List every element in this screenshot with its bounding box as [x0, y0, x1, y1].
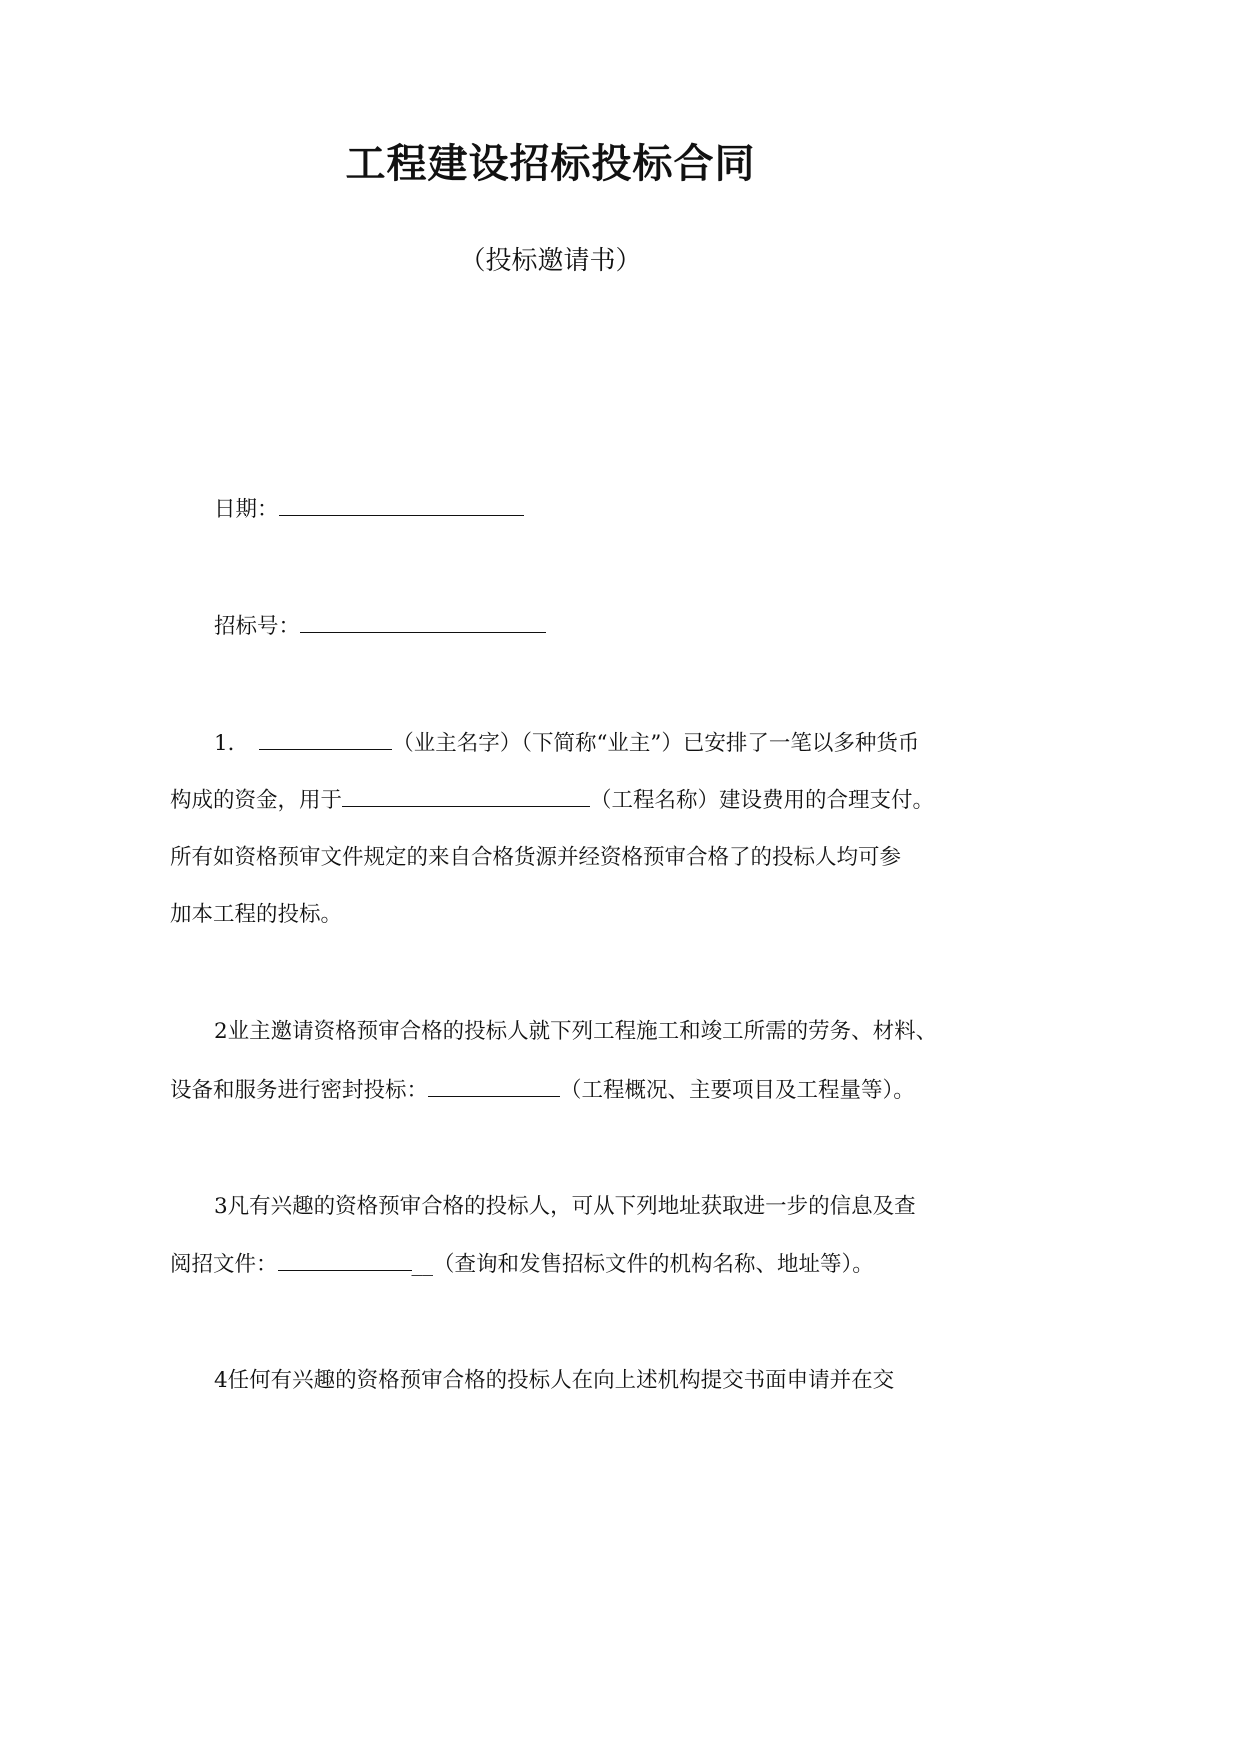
para3-line2-prefix: 阅招文件： — [170, 1252, 278, 1277]
para1-line1-text: （业主名字）（下简称“业主”）已安排了一笔以多种货币 — [392, 731, 920, 756]
date-row — [214, 493, 994, 526]
para1-line2 — [170, 784, 950, 817]
para4-line1: 4任何有兴趣的资格预审合格的投标人在向上述机构提交书面申请并在交 — [214, 1368, 895, 1393]
project-name-blank — [342, 784, 590, 807]
para1-line4: 加本工程的投标。 — [170, 902, 343, 927]
para1-line2-prefix: 构成的资金，用于 — [170, 788, 343, 813]
date-label: 日期： — [214, 497, 279, 522]
para3-line2 — [170, 1248, 950, 1281]
date-blank — [279, 493, 524, 516]
para1-line1 — [214, 727, 994, 760]
project-overview-blank — [428, 1074, 560, 1097]
para3-line2-suffix: __（查询和发售招标文件的机构名称、地址等）。 — [411, 1252, 874, 1277]
document-title: 工程建设招标投标合同 — [345, 141, 756, 187]
agency-blank — [278, 1248, 412, 1271]
owner-name-blank — [259, 727, 392, 750]
document-subtitle: （投标邀请书） — [459, 246, 642, 276]
para2-line1: 2业主邀请资格预审合格的投标人就下列工程施工和竣工所需的劳务、材料、 — [214, 1019, 938, 1044]
para3-line1: 3凡有兴趣的资格预审合格的投标人，可从下列地址获取进一步的信息及查 — [214, 1194, 916, 1219]
bid-number-label: 招标号： — [214, 614, 301, 639]
bid-number-row — [214, 610, 994, 643]
para2-line2-suffix: （工程概况、主要项目及工程量等）。 — [560, 1078, 915, 1103]
para1-line2-suffix: （工程名称）建设费用的合理支付。 — [590, 788, 935, 813]
para1-number: 1． — [214, 731, 250, 756]
para2-line2 — [170, 1074, 950, 1107]
bid-number-blank — [300, 610, 546, 633]
para1-line3: 所有如资格预审文件规定的来自合格货源并经资格预审合格了的投标人均可参 — [170, 845, 902, 870]
para2-line2-prefix: 设备和服务进行密封投标： — [170, 1078, 429, 1103]
